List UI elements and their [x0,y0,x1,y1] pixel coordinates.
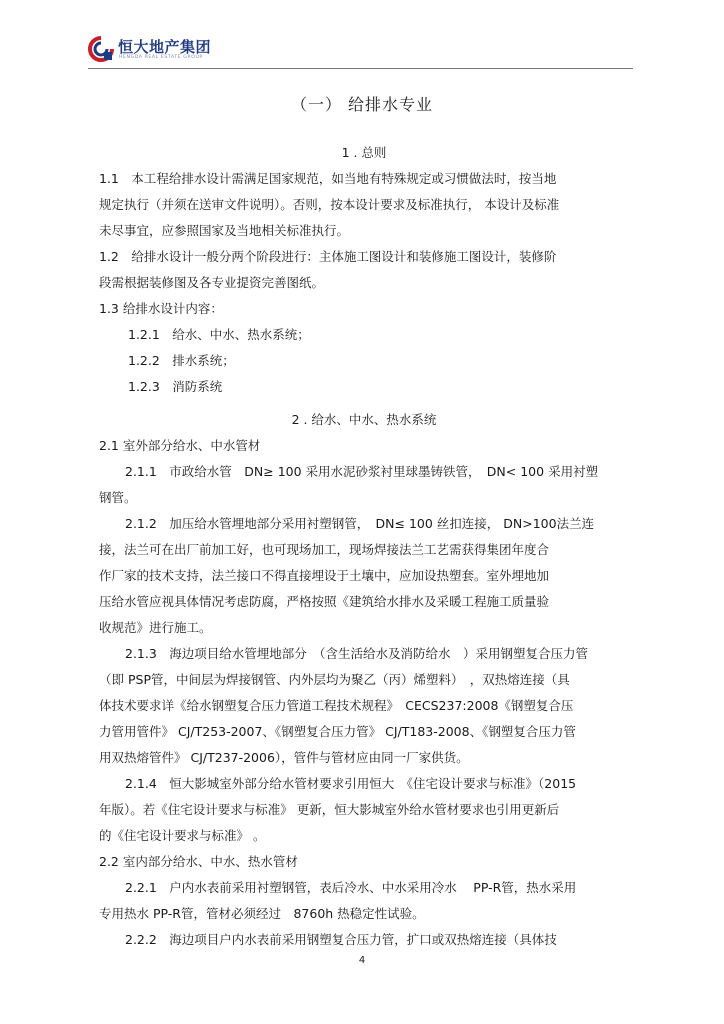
clause-2-1-4-line: 2.1.4 恒大影城室外部分给水管材要求引用恒大 《住宅设计要求与标准》（2015 [125,776,577,791]
document-body [99,140,629,953]
logo-text-cn: 恒大地产集团 [118,38,212,56]
clause-2-2: 2.2 室内部分给水、中水、热水管材 [99,854,298,869]
clause-2-1-2-line: 压给水管应视具体情况考虑防腐，严格按照《建筑给水排水及采暖工程施工质量验 [99,594,550,609]
clause-2-1-4-line: 的《住宅设计要求与标准》 。 [99,828,266,843]
page-title: （一） 给排水专业 [290,95,434,114]
logo-text-en: HENGDA REAL ESTATE GROUP [119,55,203,60]
clause-2-2-1-line: 专用热水 PP-R管，管材必须经过 8760h 热稳定性试验。 [99,906,425,921]
clause-2-2-1-line: 2.2.1 户内水表前采用衬塑钢管，表后冷水、中水采用冷水 PP-R管，热水采用 [125,880,577,895]
clause-2-1-2-line: 作厂家的技术支持，法兰接口不得直接埋设于土壤中，应加设热塑套。室外埋地加 [99,568,550,583]
clause-2-1-4-line: 年版）。若《住宅设计要求与标准》 更新，恒大影城室外给水管材要求也引用更新后 [99,802,560,817]
clause-1-2-line: 段需根据装修图及各专业提资完善图纸。 [99,275,325,290]
clause-1-1-line: 规定执行（并须在送审文件说明）。否则，按本设计要求及标准执行， 本设计及标准 [99,197,560,212]
evergrande-logo-icon [88,36,114,62]
clause-2-1-3-line: 力管用管件》 CJ/T253-2007、《钢塑复合压力管》 CJ/T183-2008、《钢塑复合压力管 [99,724,576,739]
section-heading-general: 1 . 总则 [341,145,387,160]
clause-1-1-line: 未尽事宜，应参照国家及当地相关标准执行。 [99,223,350,238]
clause-2-1-2-line: 2.1.2 加压给水管埋地部分采用衬塑钢管， DN≤ 100 丝扣连接， DN>100法兰连 [125,516,595,531]
clause-2-1-3-line: （即 PSP管，中间层为焊接钢管、内外层均为聚乙（丙）烯塑料） ，双热熔连接（具 [99,672,570,687]
clause-1-2-line: 1.2 给排水设计一般分两个阶段进行：主体施工图设计和装修施工图设计，装修阶 [99,249,557,264]
clause-2-1-1-line: 2.1.1 市政给水管 DN≥ 100 采用水泥砂浆衬里球墨铸铁管， DN< 100 采用衬塑 [125,464,599,479]
clause-2-1: 2.1 室外部分给水、中水管材 [99,438,261,453]
list-item: 1.2.3 消防系统 [128,379,223,394]
section-heading-water-systems: 2 . 给水、中水、热水系统 [291,412,437,427]
page-number: 4 [358,955,366,966]
clause-2-1-2-line: 收规范》进行施工。 [99,620,212,635]
header-divider [88,68,633,69]
clause-2-1-3-line: 2.1.3 海边项目给水管埋地部分 （含生活给水及消防给水 ）采用钢塑复合压力管 [125,646,589,661]
clause-2-1-3-line: 用双热熔管件》 CJ/T237-2006），管件与管材应由同一厂家供货。 [99,750,469,765]
clause-1-3: 1.3 给排水设计内容： [99,301,223,316]
list-item: 1.2.2 排水系统； [128,353,235,368]
clause-2-2-2-line: 2.2.2 海边项目户内水表前采用钢塑复合压力管，扩口或双热熔连接（具体技 [125,932,557,947]
clause-2-1-2-line: 接，法兰可在出厂前加工好，也可现场加工，现场焊接法兰工艺需获得集团年度合 [99,542,550,557]
list-item: 1.2.1 给水、中水、热水系统； [128,327,310,342]
clause-2-1-3-line: 体技术要求详《给水钢塑复合压力管道工程技术规程》 CECS237:2008《钢塑复合压 [99,698,574,713]
page-header [88,34,633,68]
clause-2-1-1-line: 钢管。 [99,490,137,505]
clause-1-1-line: 1.1 本工程给排水设计需满足国家规范，如当地有特殊规定或习惯做法时，按当地 [99,171,557,186]
